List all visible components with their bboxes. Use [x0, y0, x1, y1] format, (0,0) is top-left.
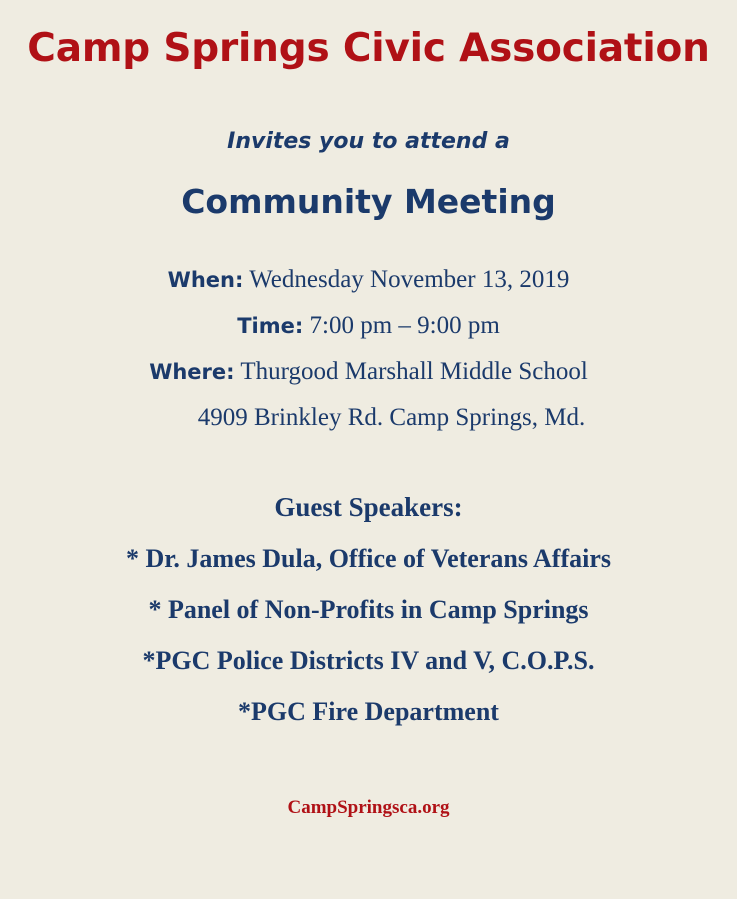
- detail-label-time: Time:: [237, 313, 304, 338]
- speaker-item: *PGC Police Districts IV and V, C.O.P.S.: [142, 645, 595, 675]
- detail-value-when: Wednesday November 13, 2019: [249, 265, 570, 293]
- detail-label-when: When:: [167, 267, 244, 292]
- speaker-item: *PGC Fire Department: [238, 696, 499, 726]
- detail-row-when: [0, 267, 737, 292]
- detail-value-time: 7:00 pm – 9:00 pm: [309, 311, 500, 339]
- detail-row-address: [0, 405, 737, 430]
- detail-value-where: Thurgood Marshall Middle School: [240, 357, 588, 385]
- website-link[interactable]: CampSpringsca.org: [287, 796, 450, 818]
- detail-row-time: [0, 313, 737, 338]
- detail-value-address: 4909 Brinkley Rd. Camp Springs, Md.: [197, 403, 586, 431]
- event-title: Community Meeting: [181, 181, 556, 221]
- detail-label-where: Where:: [149, 359, 235, 384]
- speaker-item: * Panel of Non-Profits in Camp Springs: [148, 594, 589, 624]
- organization-title: Camp Springs Civic Association: [27, 26, 710, 71]
- event-details: [0, 267, 737, 430]
- invitation-line: Invites you to attend a: [227, 128, 510, 154]
- speakers-heading: Guest Speakers:: [274, 491, 463, 522]
- speaker-item: * Dr. James Dula, Office of Veterans Affairs: [125, 543, 612, 573]
- detail-row-where: [0, 359, 737, 384]
